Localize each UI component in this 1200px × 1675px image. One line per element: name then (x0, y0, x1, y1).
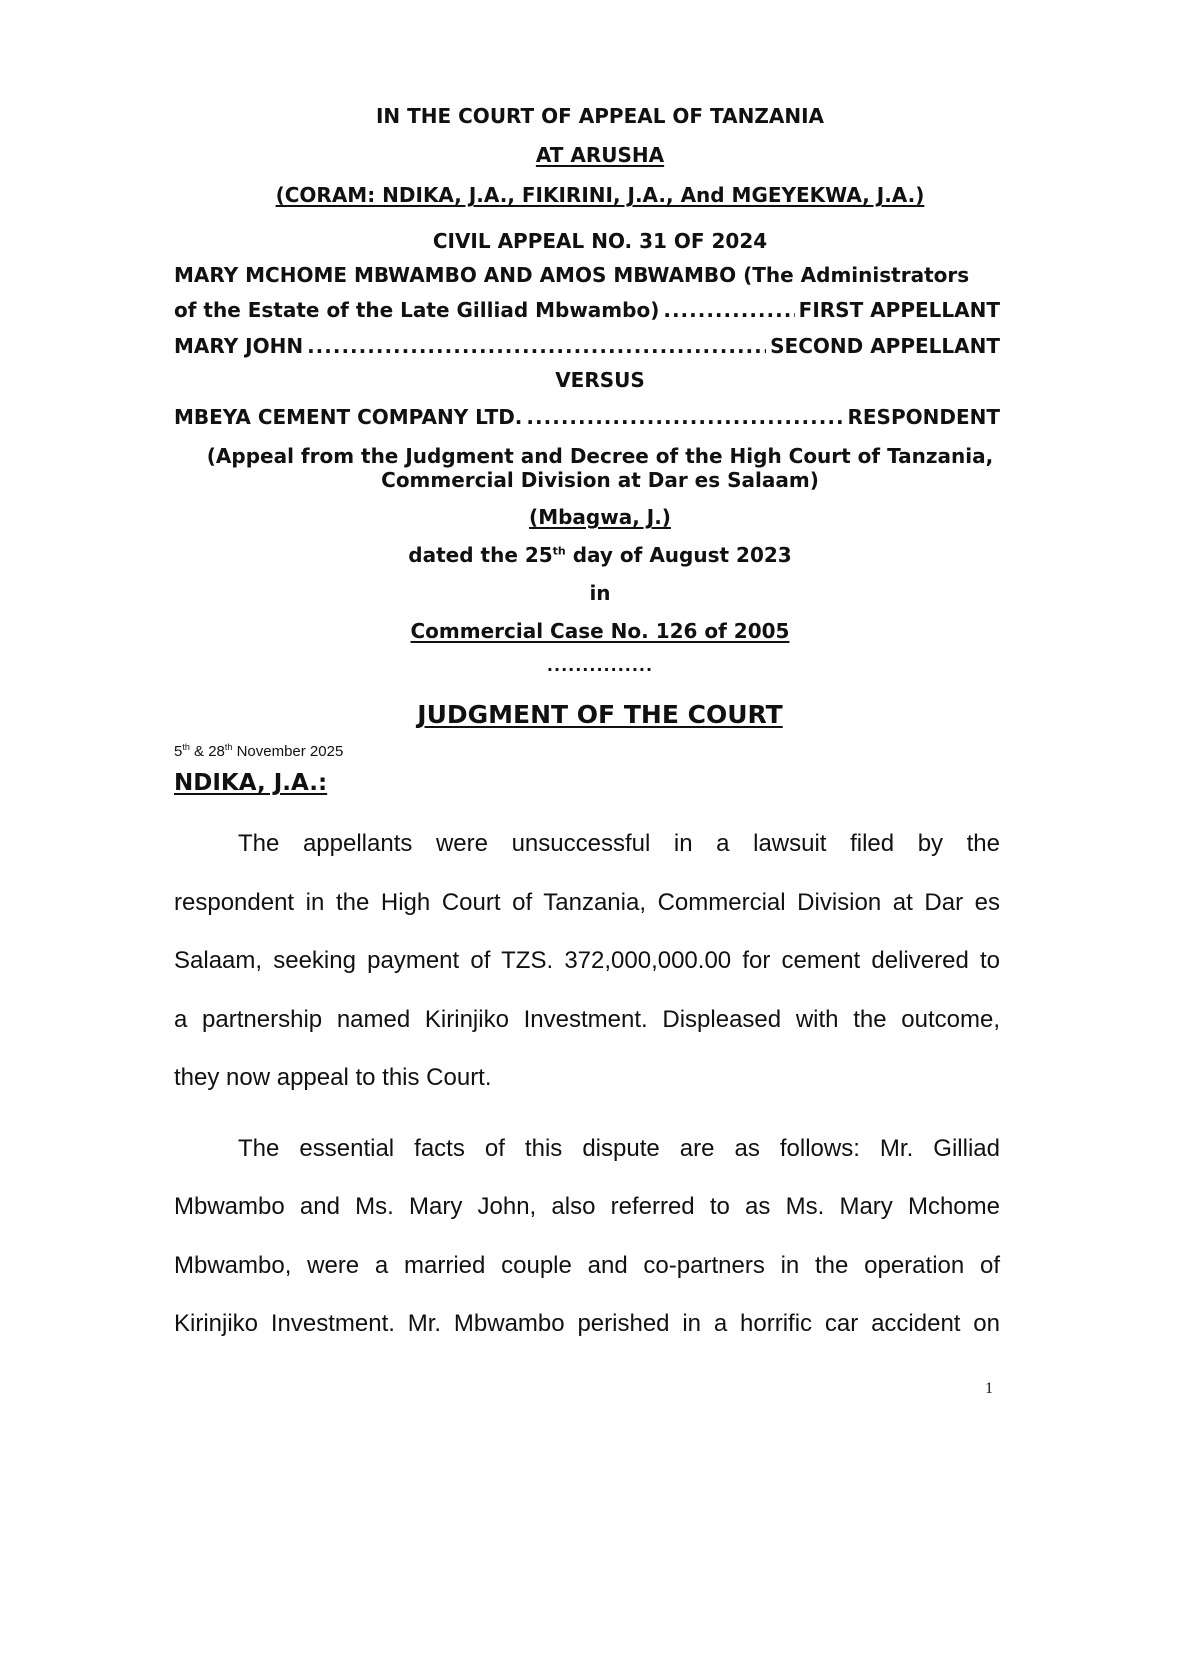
trial-judge: (Mbagwa, J.) (529, 505, 671, 529)
respondent-name: MBEYA CEMENT COMPANY LTD. (174, 405, 523, 429)
paragraph-line: Salaam, seeking payment of TZS. 372,000,000.00 for cement delivered to (174, 947, 1000, 974)
paragraph-line: respondent in the High Court of Tanzania, Commercial Division at Dar es (174, 889, 1000, 916)
paragraph-line: The appellants were unsuccessful in a lawsuit filed by the (238, 830, 1000, 857)
date-sup2: th (224, 742, 233, 752)
first-appellant-line2: of the Estate of the Late Gilliad Mbwambo) (174, 298, 660, 322)
judgment-title: JUDGMENT OF THE COURT (417, 700, 783, 729)
decision-date-post: day of August 2023 (565, 543, 792, 567)
second-appellant-name: MARY JOHN (174, 334, 304, 358)
date-day1: 5 (174, 743, 183, 760)
paragraph-line: Mbwambo and Ms. Mary John, also referred to as Ms. Mary Mchome (174, 1193, 1000, 1220)
leader-dots (526, 405, 843, 429)
in-word: in (589, 581, 611, 605)
paragraph-line: they now appeal to this Court. (174, 1064, 492, 1091)
commercial-case: Commercial Case No. 126 of 2005 (410, 619, 790, 643)
judgment-dates (174, 742, 343, 760)
decision-date (0, 543, 1200, 567)
coram: (CORAM: NDIKA, J.A., FIKIRINI, J.A., And MGEYEKWA, J.A.) (275, 183, 925, 207)
court-title: IN THE COURT OF APPEAL OF TANZANIA (375, 104, 825, 128)
date-mid: & 28 (189, 743, 225, 760)
decision-date-pre: dated the 25 (408, 543, 553, 567)
appeal-from-line1: (Appeal from the Judgment and Decree of the High Court of Tanzania, (206, 444, 994, 468)
date-sup1: th (182, 742, 190, 752)
judgment-author: NDIKA, J.A.: (174, 770, 328, 796)
paragraph-line: Mbwambo, were a married couple and co-partners in the operation of (174, 1252, 1000, 1279)
decision-date-sup: th (552, 544, 566, 558)
court-location: AT ARUSHA (535, 143, 665, 167)
leader-dots (307, 334, 766, 358)
paragraph-line: The essential facts of this dispute are as follows: Mr. Gilliad (238, 1135, 1000, 1162)
date-end: November 2025 (232, 743, 344, 760)
paragraph-line: a partnership named Kirinjiko Investment. Displeased with the outcome, (174, 1006, 1000, 1033)
respondent-role: RESPONDENT (847, 405, 1000, 429)
first-appellant-line1: MARY MCHOME MBWAMBO AND AMOS MBWAMBO (The Administrators (174, 263, 970, 287)
appeal-from-line2: Commercial Division at Dar es Salaam) (381, 468, 819, 492)
first-appellant-row (174, 298, 1000, 322)
paragraph-line: Kirinjiko Investment. Mr. Mbwambo perished in a horrific car accident on (174, 1310, 1000, 1337)
appeal-number: CIVIL APPEAL NO. 31 OF 2024 (432, 229, 768, 253)
leader-dots (663, 298, 794, 322)
second-appellant-row (174, 334, 1000, 358)
first-appellant-role: FIRST APPELLANT (798, 298, 1000, 322)
page-number: 1 (985, 1380, 993, 1397)
second-appellant-role: SECOND APPELLANT (770, 334, 1000, 358)
respondent-row (174, 405, 1000, 429)
separator-dots: ............... (546, 656, 654, 675)
versus: VERSUS (555, 368, 645, 392)
